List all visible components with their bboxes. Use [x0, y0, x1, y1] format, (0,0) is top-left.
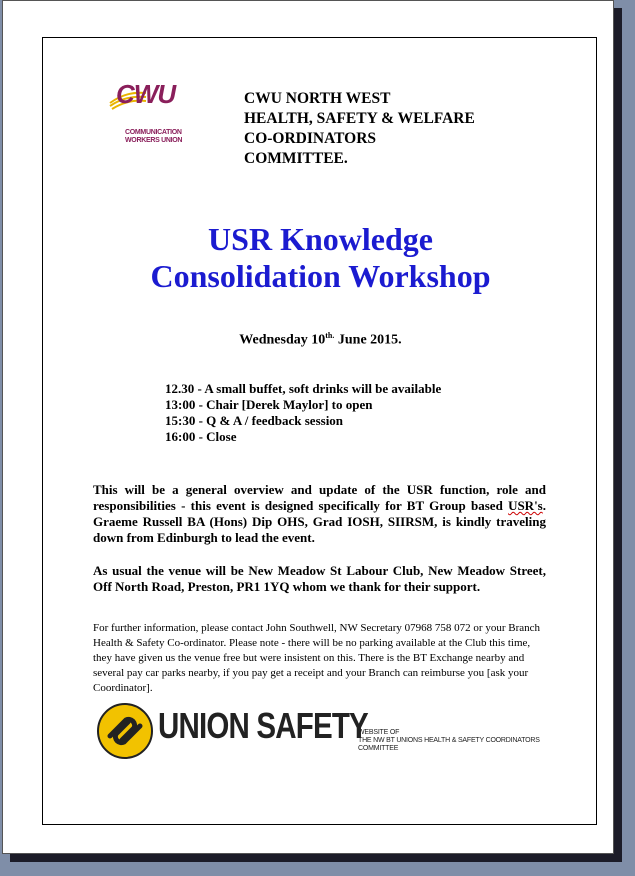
event-schedule — [165, 381, 441, 445]
date-suffix: June 2015. — [334, 332, 402, 348]
overview-text-1: This will be a general overview and update of the USR function, role and responsibilities - this event is designed specifically for BT Group based — [93, 482, 546, 513]
schedule-item: 13:00 - Chair [Derek Maylor] to open — [165, 397, 373, 412]
cwu-sub-line2: WORKERS UNION — [125, 137, 183, 144]
committee-line: HEALTH, SAFETY & WELFARE — [244, 110, 475, 127]
cwu-logo-word: CWU — [116, 79, 176, 109]
committee-line: COMMITTEE. — [244, 150, 348, 167]
union-safety-subtitle — [358, 729, 578, 753]
overview-usr-term: USR's — [508, 498, 543, 513]
venue-paragraph: As usual the venue will be New Meadow St Labour Club, New Meadow Street, Off North Road, Preston, PR1 1YQ whom we thank for their support. — [93, 563, 546, 594]
union-safety-emblem-icon — [96, 702, 154, 760]
cwu-logo — [108, 79, 208, 149]
committee-line: CO-ORDINATORS — [244, 130, 377, 147]
event-date — [63, 331, 578, 349]
cwu-sub-line1: COMMUNICATION — [125, 129, 182, 136]
schedule-item: 16:00 - Close — [165, 429, 237, 444]
workshop-title — [63, 221, 578, 295]
document-page — [2, 0, 614, 854]
union-safety-word: UNION SAFETY — [158, 705, 368, 746]
contact-paragraph: For further information, please contact John Southwell, NW Secretary 07968 758 072 or your Branch Health & Safety Co-ordinator. Please note - there will be no parking available at the Club this time, they have given us the venue free but were insistent on this. There is the BT Exchange nearby and several pay car parks nearby, if you pay get a receipt and your Branch can reimburse you [ask your Coordinator]. — [93, 622, 541, 694]
overview-paragraph — [93, 482, 546, 546]
title-line2: Consolidation Workshop — [150, 258, 491, 294]
title-line1: USR Knowledge — [208, 221, 433, 257]
union-sub-line1: WEBSITE OF — [358, 729, 400, 736]
cwu-logo-subtitle — [125, 129, 215, 145]
date-ordinal: th. — [325, 331, 335, 340]
schedule-item: 15:30 - Q & A / feedback session — [165, 413, 344, 428]
date-prefix: Wednesday 10 — [239, 332, 326, 348]
committee-heading — [244, 89, 475, 169]
union-sub-line2: THE NW BT UNIONS HEALTH & SAFETY COORDINATORS COMMITTEE — [358, 737, 540, 752]
union-safety-logo — [96, 702, 556, 762]
committee-line: CWU NORTH WEST — [244, 90, 391, 107]
overview-text-2: . Graeme Russell BA (Hons) Dip OHS, Grad IOSH, SIIRSM, is kindly traveling down from Edinburgh to lead the event. — [93, 498, 546, 545]
schedule-item: 12.30 - A small buffet, soft drinks will be available — [165, 381, 442, 396]
